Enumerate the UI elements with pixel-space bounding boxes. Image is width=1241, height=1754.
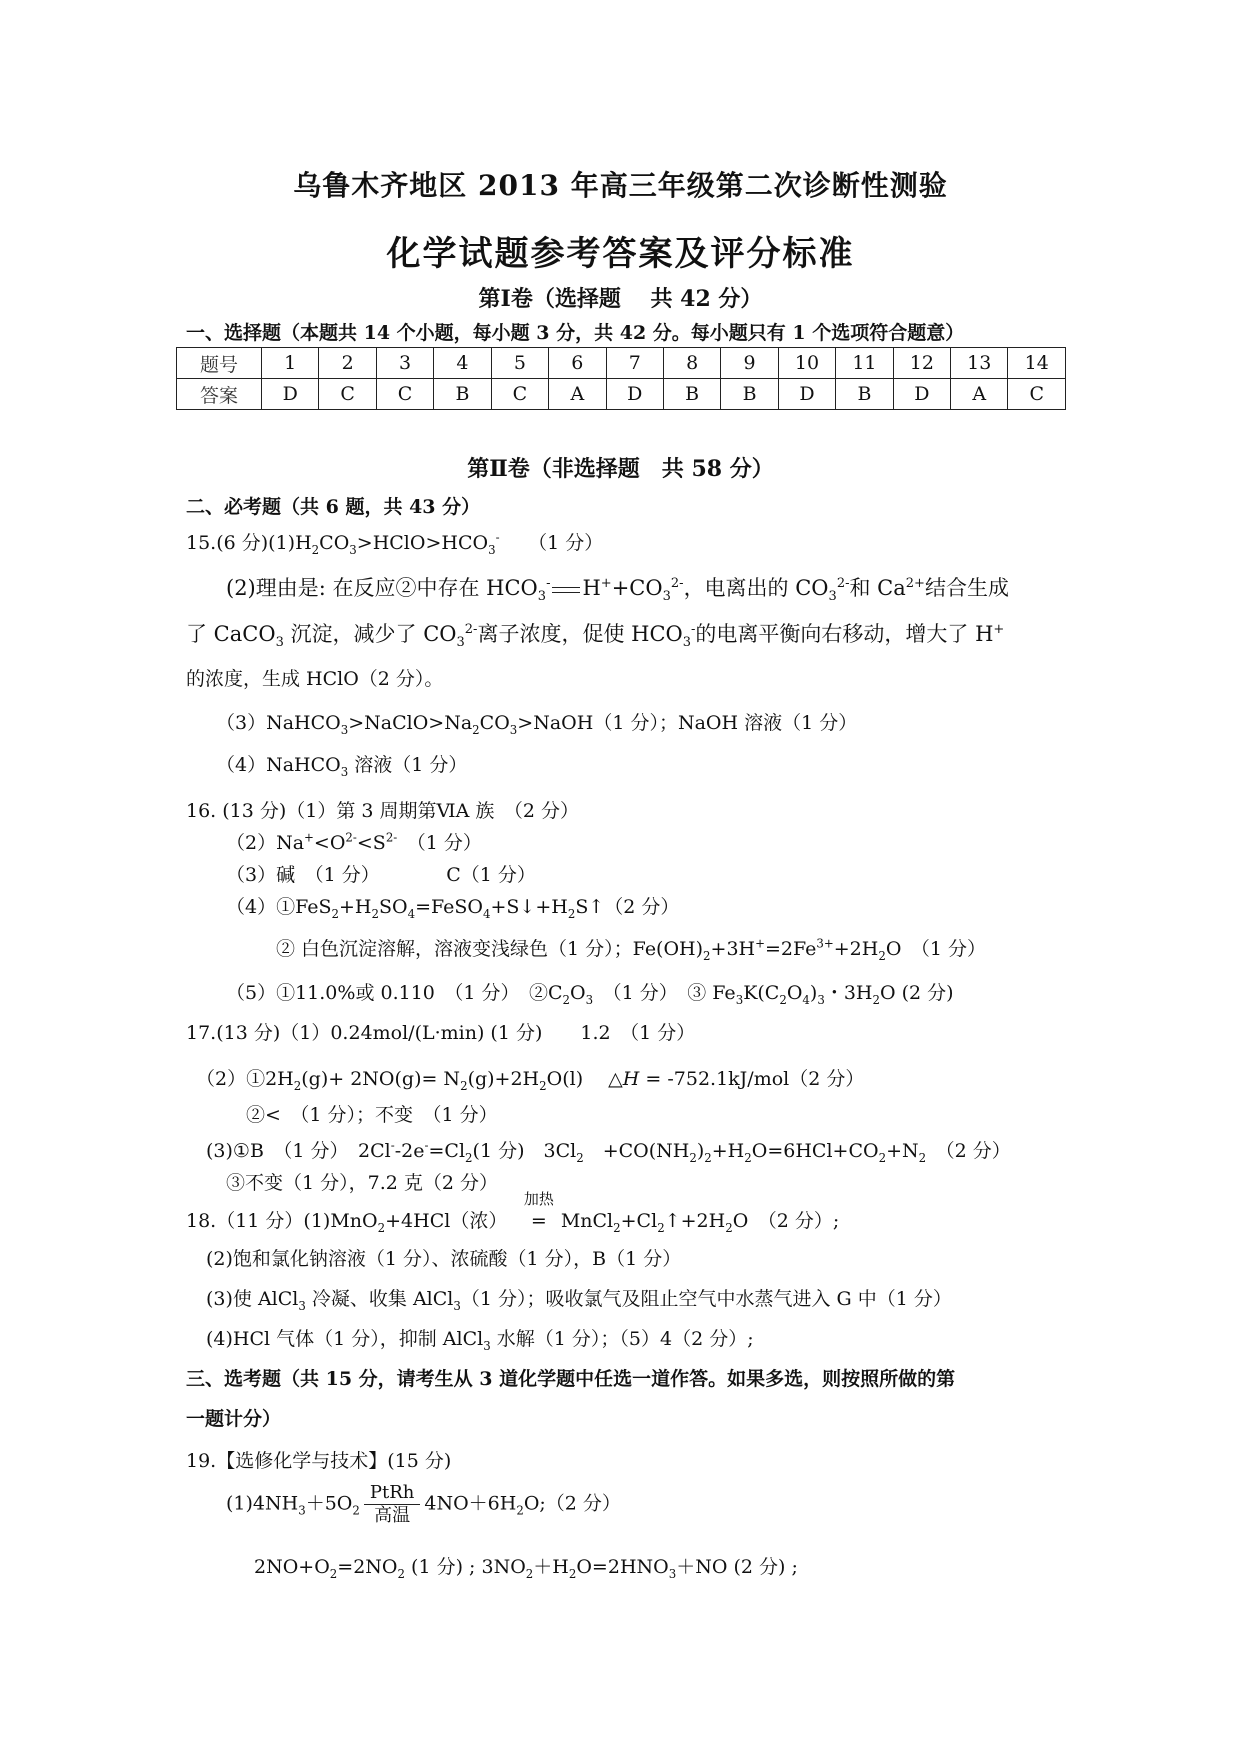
q18-part1: 18.（11 分）(1)MnO$_2$+4HCl（浓） 加热 = $MnCl_2+Cl_2↑+2H_2O$ （2 分）;: [186, 1190, 840, 1235]
q17-part3-2: ③不变（1 分），7.2 克（2 分）: [226, 1172, 499, 1194]
equilibrium-arrow-icon: [552, 584, 580, 596]
q15-part4: （4）NaHCO$_3$ 溶液（1 分）: [216, 754, 468, 779]
table-cell: D: [778, 379, 835, 410]
answer-table: [176, 347, 1066, 410]
q16-part3: （3）碱 （1 分） C（1 分）: [226, 864, 536, 886]
table-cell: 11: [836, 348, 893, 379]
table-cell: C: [1008, 379, 1066, 410]
q16-part5: （5）①11.0%或 0.110 （1 分） $②C_2O_3$ （1 分） ③ $Fe_3K(C_2O_4)_3$・$3H_2O$ (2 分): [226, 982, 954, 1007]
table-cell: B: [836, 379, 893, 410]
table-cell: 6: [549, 348, 606, 379]
q17-part3-1: (3)①B （1 分） $2Cl^--2e^-=Cl_2(1$ 分) $3Cl_2$ $+CO(NH_2)_2+H_2O=6HCl+CO_2+N_2$ （2 分）: [206, 1138, 1011, 1165]
document-subtitle: 化学试题参考答案及评分标准: [386, 234, 855, 274]
table-cell: 3: [376, 348, 433, 379]
q16-part2: $(2)Na^+<O^{2-}<S^{2-}$ （1 分）: [226, 830, 482, 854]
table-cell: A: [951, 379, 1008, 410]
q18-part2: (2)饱和氯化钠溶液（1 分）、浓硫酸（1 分），B（1 分）: [206, 1248, 682, 1270]
q17-part1: 17.(13 分)（1）0.24mol/(L·min) (1 分) 1.2 （1 分）: [186, 1022, 696, 1044]
table-cell: B: [434, 379, 491, 410]
table-cell: C: [319, 379, 376, 410]
table-cell: 4: [434, 348, 491, 379]
q15-part2-line2: 了 CaCO$_3$ 沉淀，减少了 $CO_3^{2-}$离子浓度，促使 $HCO_3^-$的电离平衡向右移动，增大了 H+: [186, 622, 1005, 651]
table-cell: 14: [1008, 348, 1066, 379]
q15-part1: 15.(6 分)$(1)H_2CO_3>HClO>HCO_3^-$ （1 分）: [186, 530, 604, 557]
q17-part2-2: ②< （1 分）；不变 （1 分）: [246, 1104, 498, 1126]
table-cell: 8: [663, 348, 720, 379]
part2-title: 第Ⅱ卷（非选择题 共 58 分）: [467, 456, 774, 482]
q18-part4: (4)HCl 气体（1 分），抑制 AlCl$_3$ 水解（1 分）；（5）4（2 分）;: [206, 1328, 754, 1353]
q16-part1: 16. (13 分)（1）第 3 周期第ⅥA 族 （2 分）: [186, 800, 580, 822]
section2-title: 二、必考题（共 6 题，共 43 分）: [186, 496, 481, 518]
table-cell: B: [663, 379, 720, 410]
q17-part2-1: $(2)①2H_2(g)+ 2NO(g)= N_2(g)+2H_2O(l)$ △H = -752.1kJ/mol（2 分）: [196, 1068, 865, 1093]
section3-title-line1: 三、选考题（共 15 分，请考生从 3 道化学题中任选一道作答。如果多选，则按照所做的第: [186, 1368, 956, 1390]
table-cell: C: [376, 379, 433, 410]
section3-title-line2: 一题计分）: [186, 1408, 282, 1430]
q15-part2-line1: (2)理由是: 在反应②中存在 $HCO_3^-$ $H^++CO_3^{2-}$，电离出的 $CO_3^{2-}$和 $Ca^{2+}$结合生成: [226, 576, 1009, 605]
q19-part1-2: $2NO+O_2=2NO_2$ (1 分) ; $3NO_2+H_2O=2HNO_3+NO$ (2 分) ;: [254, 1556, 798, 1581]
table-cell: 9: [721, 348, 778, 379]
table-cell: A: [549, 379, 606, 410]
table-cell: 13: [951, 348, 1008, 379]
q18-part3: (3)使 AlCl$_3$ 冷凝、收集 AlCl$_3$（1 分）；吸收氯气及阻止空气中水蒸气进入 G 中（1 分）: [206, 1288, 952, 1313]
q16-part4-2: ② 白色沉淀溶解，溶液变浅绿色（1 分）；$Fe(OH)_2+3H^+=2Fe^{3+}+2H_2O$ （1 分）: [276, 936, 987, 963]
catalyst-bottom: 高温: [374, 1505, 411, 1526]
q19-title: 19.【选修化学与技术】(15 分): [186, 1450, 452, 1472]
q15-part2-line3: 的浓度，生成 HClO（2 分）。: [186, 668, 444, 690]
part1-title: 第Ⅰ卷（选择题 共 42 分）: [478, 286, 763, 312]
table-cell: 10: [778, 348, 835, 379]
section1-title: 一、选择题（本题共 14 个小题，每小题 3 分，共 42 分。每小题只有 1 个选项符合题意）: [186, 322, 965, 344]
catalyst-condition: [364, 1484, 421, 1525]
q19-part1-1: $(1)4NH_3+5O_2$ $\frac{\text{PtRh}}{\text{高温}}$ $4NO+6H_2O;(2$ 分）: [226, 1482, 621, 1526]
table-cell: B: [721, 379, 778, 410]
table-cell: 12: [893, 348, 950, 379]
table-row-answers: [177, 379, 1066, 410]
table-cell: 1: [262, 348, 319, 379]
table-cell: 7: [606, 348, 663, 379]
table-cell: 5: [491, 348, 548, 379]
table-header-number: 题号: [177, 348, 262, 379]
heating-arrow: 加热 =: [517, 1210, 561, 1232]
table-cell: C: [491, 379, 548, 410]
heating-label: 加热: [523, 1190, 554, 1208]
q16-part4-1: $(4)①FeS_2+H_2SO_4=FeSO_4+S↓+H_2S↑(2$ 分）: [226, 896, 680, 921]
table-header-answer: 答案: [177, 379, 262, 410]
table-cell: D: [893, 379, 950, 410]
q15-part3: $(3)NaHCO_3>NaClO>Na_2CO_3>NaOH(1$ 分）；NaOH 溶液（1 分）: [216, 712, 858, 737]
document-title: 乌鲁木齐地区 2013 年高三年级第二次诊断性测验: [293, 169, 948, 202]
catalyst-top: PtRh: [364, 1484, 421, 1505]
table-cell: D: [262, 379, 319, 410]
table-row-numbers: [177, 348, 1066, 379]
table-cell: D: [606, 379, 663, 410]
table-cell: 2: [319, 348, 376, 379]
